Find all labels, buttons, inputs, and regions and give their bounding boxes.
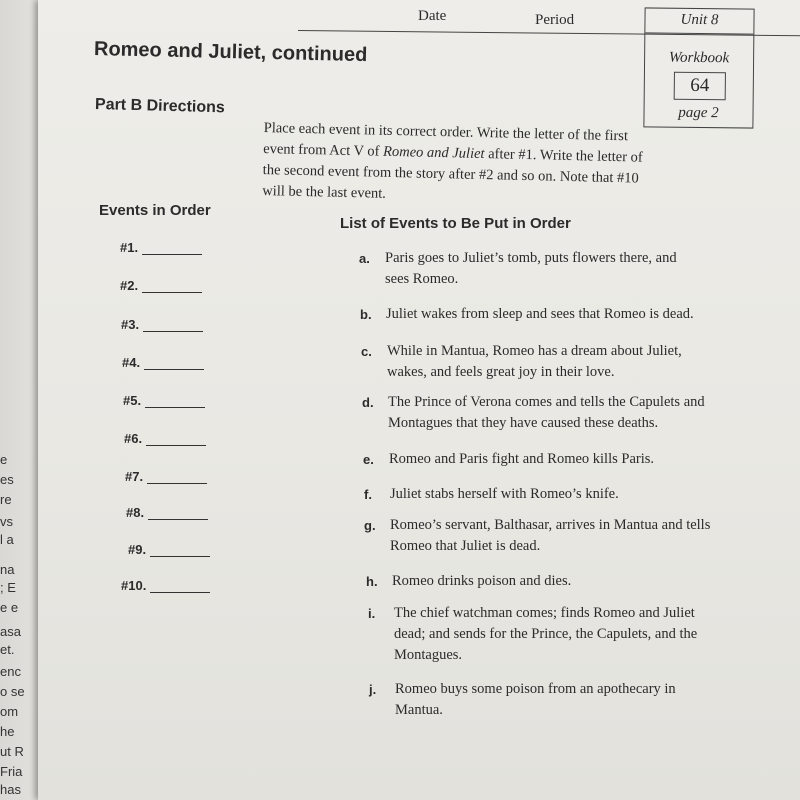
event-letter: e. — [363, 452, 374, 467]
event-letter: g. — [364, 518, 376, 533]
underlying-text: ; E — [0, 580, 16, 595]
event-item-b — [360, 304, 720, 325]
directions-part-1: Place each event in its correct order. Write the letter of the first event from Act V of — [263, 120, 629, 160]
directions-part-2: after #1. Write the letter of the second event from the story after #2 and so on. Note that #10 will be the last event. — [262, 146, 643, 202]
underlying-text: e — [0, 452, 8, 467]
answer-slot-4 — [122, 355, 204, 370]
answer-blank[interactable] — [143, 317, 203, 332]
unit-label: Unit 8 — [680, 11, 719, 29]
event-text: Romeo’s servant, Balthasar, arrives in Mantua and tells Romeo that Juliet is dead. — [390, 517, 711, 554]
event-letter: c. — [361, 344, 372, 359]
answer-slot-7 — [125, 469, 207, 484]
underlying-text: om — [0, 704, 19, 719]
event-item-c — [361, 341, 701, 383]
list-of-events-heading: List of Events to Be Put in Order — [340, 215, 571, 232]
underlying-text: o se — [0, 684, 25, 699]
workbook-label: Workbook — [668, 49, 730, 67]
underlying-text: enc — [0, 664, 21, 679]
answer-blank[interactable] — [147, 469, 207, 484]
worksheet-page — [38, 0, 800, 800]
underlying-text: et. — [0, 642, 15, 657]
event-item-j — [369, 679, 689, 721]
event-letter: f. — [364, 487, 372, 502]
answer-blank[interactable] — [144, 355, 204, 370]
slot-number: #8. — [126, 505, 145, 520]
event-text: The Prince of Verona comes and tells the Capulets and Montagues that they have caused these deaths. — [388, 394, 705, 431]
underlying-text: Fria — [0, 764, 23, 779]
page-label: page 2 — [678, 104, 719, 122]
slot-number: #6. — [124, 431, 143, 446]
period-label: Period — [535, 12, 575, 28]
slot-number: #2. — [120, 278, 139, 293]
event-letter: h. — [366, 574, 378, 589]
part-b-heading: Part B Directions — [94, 96, 226, 117]
answer-slot-10 — [121, 578, 210, 593]
answer-blank[interactable] — [150, 542, 210, 557]
answer-slot-2 — [120, 278, 202, 293]
underlying-text: asa — [0, 624, 21, 639]
answer-slot-6 — [124, 431, 206, 446]
event-text: Romeo drinks poison and dies. — [392, 573, 572, 589]
event-text: Romeo and Paris fight and Romeo kills Paris. — [389, 451, 655, 467]
event-item-d — [362, 392, 724, 434]
event-text: The chief watchman comes; finds Romeo and Juliet dead; and sends for the Prince, the Capulets, and the Montagues. — [394, 605, 698, 663]
slot-number: #7. — [125, 469, 144, 484]
event-item-a — [359, 248, 699, 290]
underlying-text: e e — [0, 600, 19, 615]
unit-box — [643, 7, 754, 128]
underlying-text: na — [0, 562, 15, 577]
unit-divider — [645, 32, 753, 34]
answer-blank[interactable] — [142, 240, 202, 255]
event-letter: b. — [360, 307, 372, 322]
underlying-text: ut R — [0, 744, 24, 759]
slot-number: #3. — [121, 317, 140, 332]
underlying-text: l a — [0, 532, 14, 547]
event-item-h — [366, 571, 726, 592]
underlying-text: re — [0, 492, 12, 507]
underlying-text: has — [0, 782, 21, 797]
play-title: Romeo and Juliet — [382, 143, 485, 163]
event-text: Juliet wakes from sleep and sees that Romeo is dead. — [386, 306, 694, 322]
event-letter: i. — [368, 606, 376, 621]
slot-number: #5. — [123, 393, 142, 408]
directions-text — [262, 118, 659, 211]
slot-number: #10. — [121, 578, 147, 593]
underlying-text: vs — [0, 514, 13, 529]
events-in-order-heading: Events in Order — [99, 202, 211, 219]
answer-slot-9 — [128, 542, 210, 557]
workbook-number: 64 — [674, 72, 726, 101]
event-text: While in Mantua, Romeo has a dream about Juliet, wakes, and feels great joy in their love. — [387, 343, 682, 380]
answer-slot-5 — [123, 393, 205, 408]
answer-slot-8 — [126, 505, 208, 520]
answer-blank[interactable] — [142, 278, 202, 293]
answer-blank[interactable] — [146, 431, 206, 446]
underlying-text: es — [0, 472, 14, 487]
event-text: Paris goes to Juliet’s tomb, puts flowers there, and sees Romeo. — [385, 250, 677, 287]
answer-blank[interactable] — [148, 505, 208, 520]
answer-blank[interactable] — [150, 578, 210, 593]
event-letter: j. — [369, 682, 377, 697]
answer-slot-1 — [120, 240, 202, 255]
event-item-f — [364, 484, 724, 505]
event-item-g — [364, 515, 726, 557]
answer-slot-3 — [121, 317, 203, 332]
slot-number: #4. — [122, 355, 141, 370]
event-text: Juliet stabs herself with Romeo’s knife. — [390, 486, 619, 502]
event-letter: a. — [359, 251, 370, 266]
page-title: Romeo and Juliet, continued — [93, 38, 368, 67]
date-label: Date — [418, 8, 447, 24]
event-text: Romeo buys some poison from an apothecary in Mantua. — [395, 681, 676, 718]
slot-number: #9. — [128, 542, 147, 557]
event-letter: d. — [362, 395, 374, 410]
slot-number: #1. — [120, 240, 139, 255]
answer-blank[interactable] — [145, 393, 205, 408]
event-item-e — [363, 449, 723, 470]
event-item-i — [368, 603, 718, 666]
underlying-text: he — [0, 724, 15, 739]
